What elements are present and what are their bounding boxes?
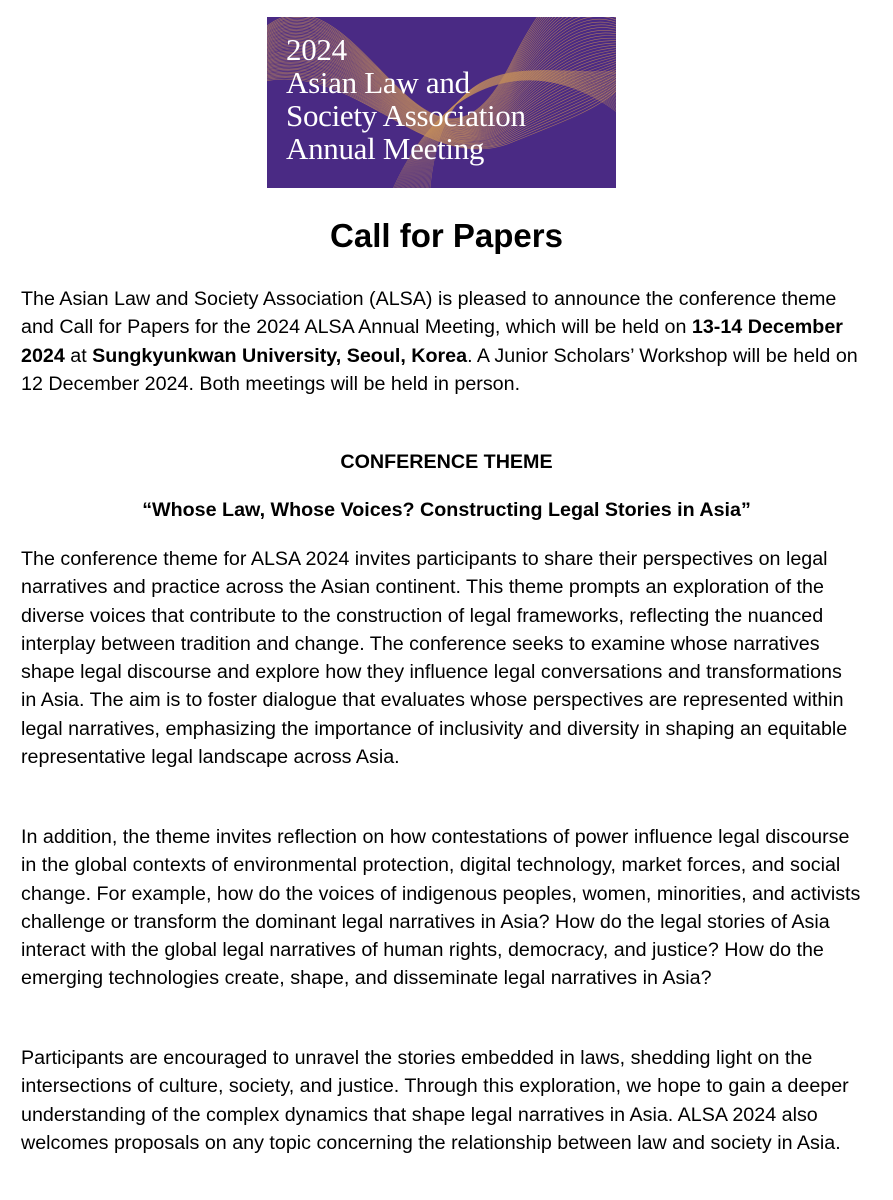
conference-venue: Sungkyunkwan University, Seoul, Korea <box>92 344 468 367</box>
intro-text-3: . A Junior Scholars’ Workshop will be held on 12 December 2024. Both meetings will be held in person. <box>21 344 858 395</box>
banner-year: 2024 <box>286 32 347 67</box>
conference-banner <box>267 17 616 188</box>
banner-line-3: Society Association <box>286 98 526 133</box>
theme-paragraph-3: Participants are encouraged to unravel the stories embedded in laws, shedding light on the intersections of culture, society, and justice. Through this exploration, we hope to gain a deeper understanding of the complex dynamics that shape legal narratives in Asia. ALSA 2024 also welcomes proposals on any topic concerning the relationship between law and society in Asia. <box>21 1047 849 1154</box>
theme-paragraph-1: The conference theme for ALSA 2024 invites participants to share their perspectives on legal narratives and practice across the Asian continent. This theme prompts an exploration of the diverse voices that contribute to the construction of legal frameworks, reflecting the nuanced interplay between tradition and change. The conference seeks to examine whose narratives shape legal discourse and explore how they influence legal conversations and transformations in Asia. The aim is to foster dialogue that evaluates whose perspectives are represented within legal narratives, emphasizing the importance of inclusivity and diversity in shaping an equitable representative legal landscape across Asia. <box>21 548 848 769</box>
page-title: Call for Papers <box>330 217 563 254</box>
intro-paragraph <box>21 285 861 398</box>
banner-line-4: Annual Meeting <box>286 131 485 166</box>
banner-line-2: Asian Law and <box>286 65 470 100</box>
theme-heading: CONFERENCE THEME <box>340 451 553 473</box>
theme-paragraph-2: In addition, the theme invites reflection on how contestations of power influence legal discourse in the global contexts of environmental protection, digital technology, market forces, and social change. For example, how do the voices of indigenous peoples, women, minorities, and activists challenge or transform the dominant legal narratives in Asia? How do the legal stories of Asia interact with the global legal narratives of human rights, democracy, and justice? How do the emerging technologies create, shape, and disseminate legal narratives in Asia? <box>21 826 861 990</box>
theme-subtitle: “Whose Law, Whose Voices? Constructing Legal Stories in Asia” <box>142 499 751 521</box>
banner-text <box>286 33 526 165</box>
conference-dates: 13-14 December 2024 <box>21 316 843 367</box>
intro-text-2: at <box>64 344 93 367</box>
intro-text-1: The Asian Law and Society Association (ALSA) is pleased to announce the conference theme and Call for Papers for the 2024 ALSA Annual Meeting, which will be held on <box>21 288 837 339</box>
